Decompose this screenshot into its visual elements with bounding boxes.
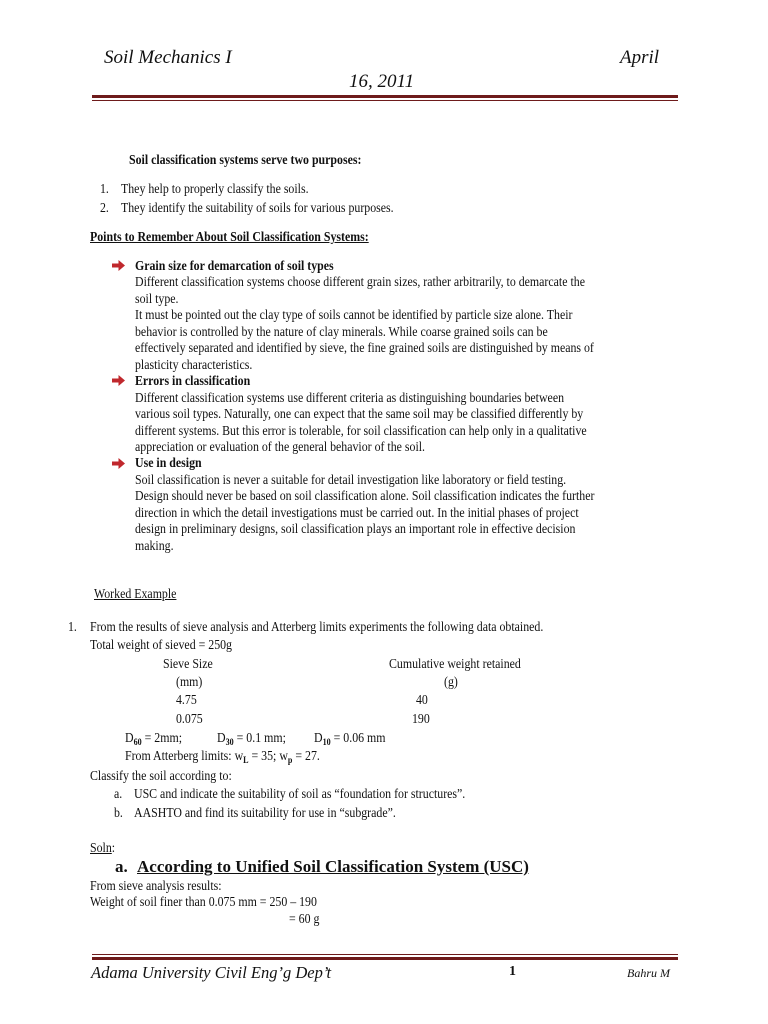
- intro-item-text: They identify the suitability of soils for various purposes.: [121, 200, 394, 215]
- atterberg-limits: From Atterberg limits: $w_L = 35$; $w_p = 27$.: [125, 748, 320, 765]
- section-title: Errors in classification: [135, 373, 251, 388]
- table-col2-header: Cumulative weight retained: [389, 656, 521, 671]
- footer-rule-thick: [92, 957, 678, 960]
- section-line: Different classification systems use different criteria as distinguishing boundaries between: [135, 390, 565, 405]
- task-text: USC and indicate the suitability of soil as “foundation for structures”.: [134, 786, 466, 801]
- arrow-bullet-icon: [112, 458, 125, 469]
- task-text: AASHTO and find its suitability for use in “subgrade”.: [134, 805, 396, 820]
- table-col2-unit: (g): [444, 674, 458, 689]
- task-label: a.: [114, 786, 123, 801]
- worked-example-heading: Worked Example: [94, 586, 177, 601]
- intro-item-number: 2.: [100, 200, 109, 215]
- solution-result: = 60 g: [289, 911, 320, 926]
- section-line: direction in which the detail investigations must be carried out. In the initial phases of project: [135, 505, 579, 520]
- solution-sub-title: According to Unified Soil Classification System (USC): [137, 857, 529, 876]
- footer-institution: Adama University Civil Eng’g Dep’t: [91, 963, 332, 982]
- table-cell-size: 4.75: [176, 692, 197, 707]
- section-line: It must be pointed out the clay type of soils cannot be identified by particle size alone. Their: [135, 307, 573, 322]
- d60-value: $D_{60} = 2mm$;: [125, 730, 183, 747]
- intro-heading: Soil classification systems serve two purposes:: [129, 152, 362, 167]
- classify-prompt: Classify the soil according to:: [90, 768, 232, 783]
- solution-label: Soln:: [90, 840, 116, 855]
- footer-author: Bahru M: [627, 966, 670, 980]
- section-line: different systems. But this error is tolerable, for soil classification can help only in a qualitative: [135, 423, 587, 438]
- section-line: effectively separated and identified by sieve, the fine grained soils are distinguished by means of: [135, 340, 594, 355]
- header-rule-thick: [92, 95, 678, 98]
- d10-value: $D_{10} = 0.06$ mm: [314, 730, 386, 747]
- section-line: Different classification systems choose different grain sizes, rather arbitrarily, to demarcate the: [135, 274, 585, 289]
- task-label: b.: [114, 805, 123, 820]
- solution-sub-label: a.: [115, 857, 128, 876]
- section-line: design in preliminary designs, soil classification plays an important role in effective decision: [135, 521, 576, 536]
- footer-rule-thin: [92, 954, 678, 955]
- table-cell-retained: 40: [416, 692, 428, 707]
- intro-item-number: 1.: [100, 181, 109, 196]
- intro-item-text: They help to properly classify the soils.: [121, 181, 309, 196]
- table-cell-retained: 190: [412, 711, 430, 726]
- table-col1-unit: (mm): [176, 674, 203, 689]
- section-line: Soil classification is never a suitable for detail investigation like laboratory or field testing.: [135, 472, 567, 487]
- example-intro: From the results of sieve analysis and Atterberg limits experiments the following data obtained.: [90, 619, 544, 634]
- section-line: soil type.: [135, 291, 179, 306]
- page-number: 1: [509, 964, 516, 979]
- section-title: Grain size for demarcation of soil types: [135, 258, 334, 273]
- arrow-bullet-icon: [112, 260, 125, 271]
- solution-line: From sieve analysis results:: [90, 878, 222, 893]
- table-cell-size: 0.075: [176, 711, 203, 726]
- table-col1-header: Sieve Size: [163, 656, 213, 671]
- section-line: plasticity characteristics.: [135, 357, 253, 372]
- solution-line: Weight of soil finer than 0.075 mm = 250 – 190: [90, 894, 317, 909]
- section-line: appreciation or evaluation of the general behavior of the soil.: [135, 439, 426, 454]
- section-line: Design should never be based on soil classification alone. Soil classification indicates the further: [135, 488, 595, 503]
- header-date-month: April: [620, 47, 660, 68]
- total-weight: Total weight of sieved = 250g: [90, 637, 233, 652]
- section-line: behavior is controlled by the nature of clay minerals. While coarse grained soils can be: [135, 324, 548, 339]
- points-heading: Points to Remember About Soil Classification Systems:: [90, 229, 369, 244]
- section-line: making.: [135, 538, 174, 553]
- arrow-bullet-icon: [112, 375, 125, 386]
- header-rule-thin: [92, 100, 678, 101]
- d30-value: $D_{30} = 0.1$ mm;: [217, 730, 286, 747]
- header-date-year: 16, 2011: [349, 71, 415, 92]
- example-number: 1.: [68, 619, 77, 634]
- header-title: Soil Mechanics I: [104, 47, 232, 68]
- section-title: Use in design: [135, 455, 202, 470]
- section-line: various soil types. Naturally, one can expect that the same soil may be classified differently by: [135, 406, 584, 421]
